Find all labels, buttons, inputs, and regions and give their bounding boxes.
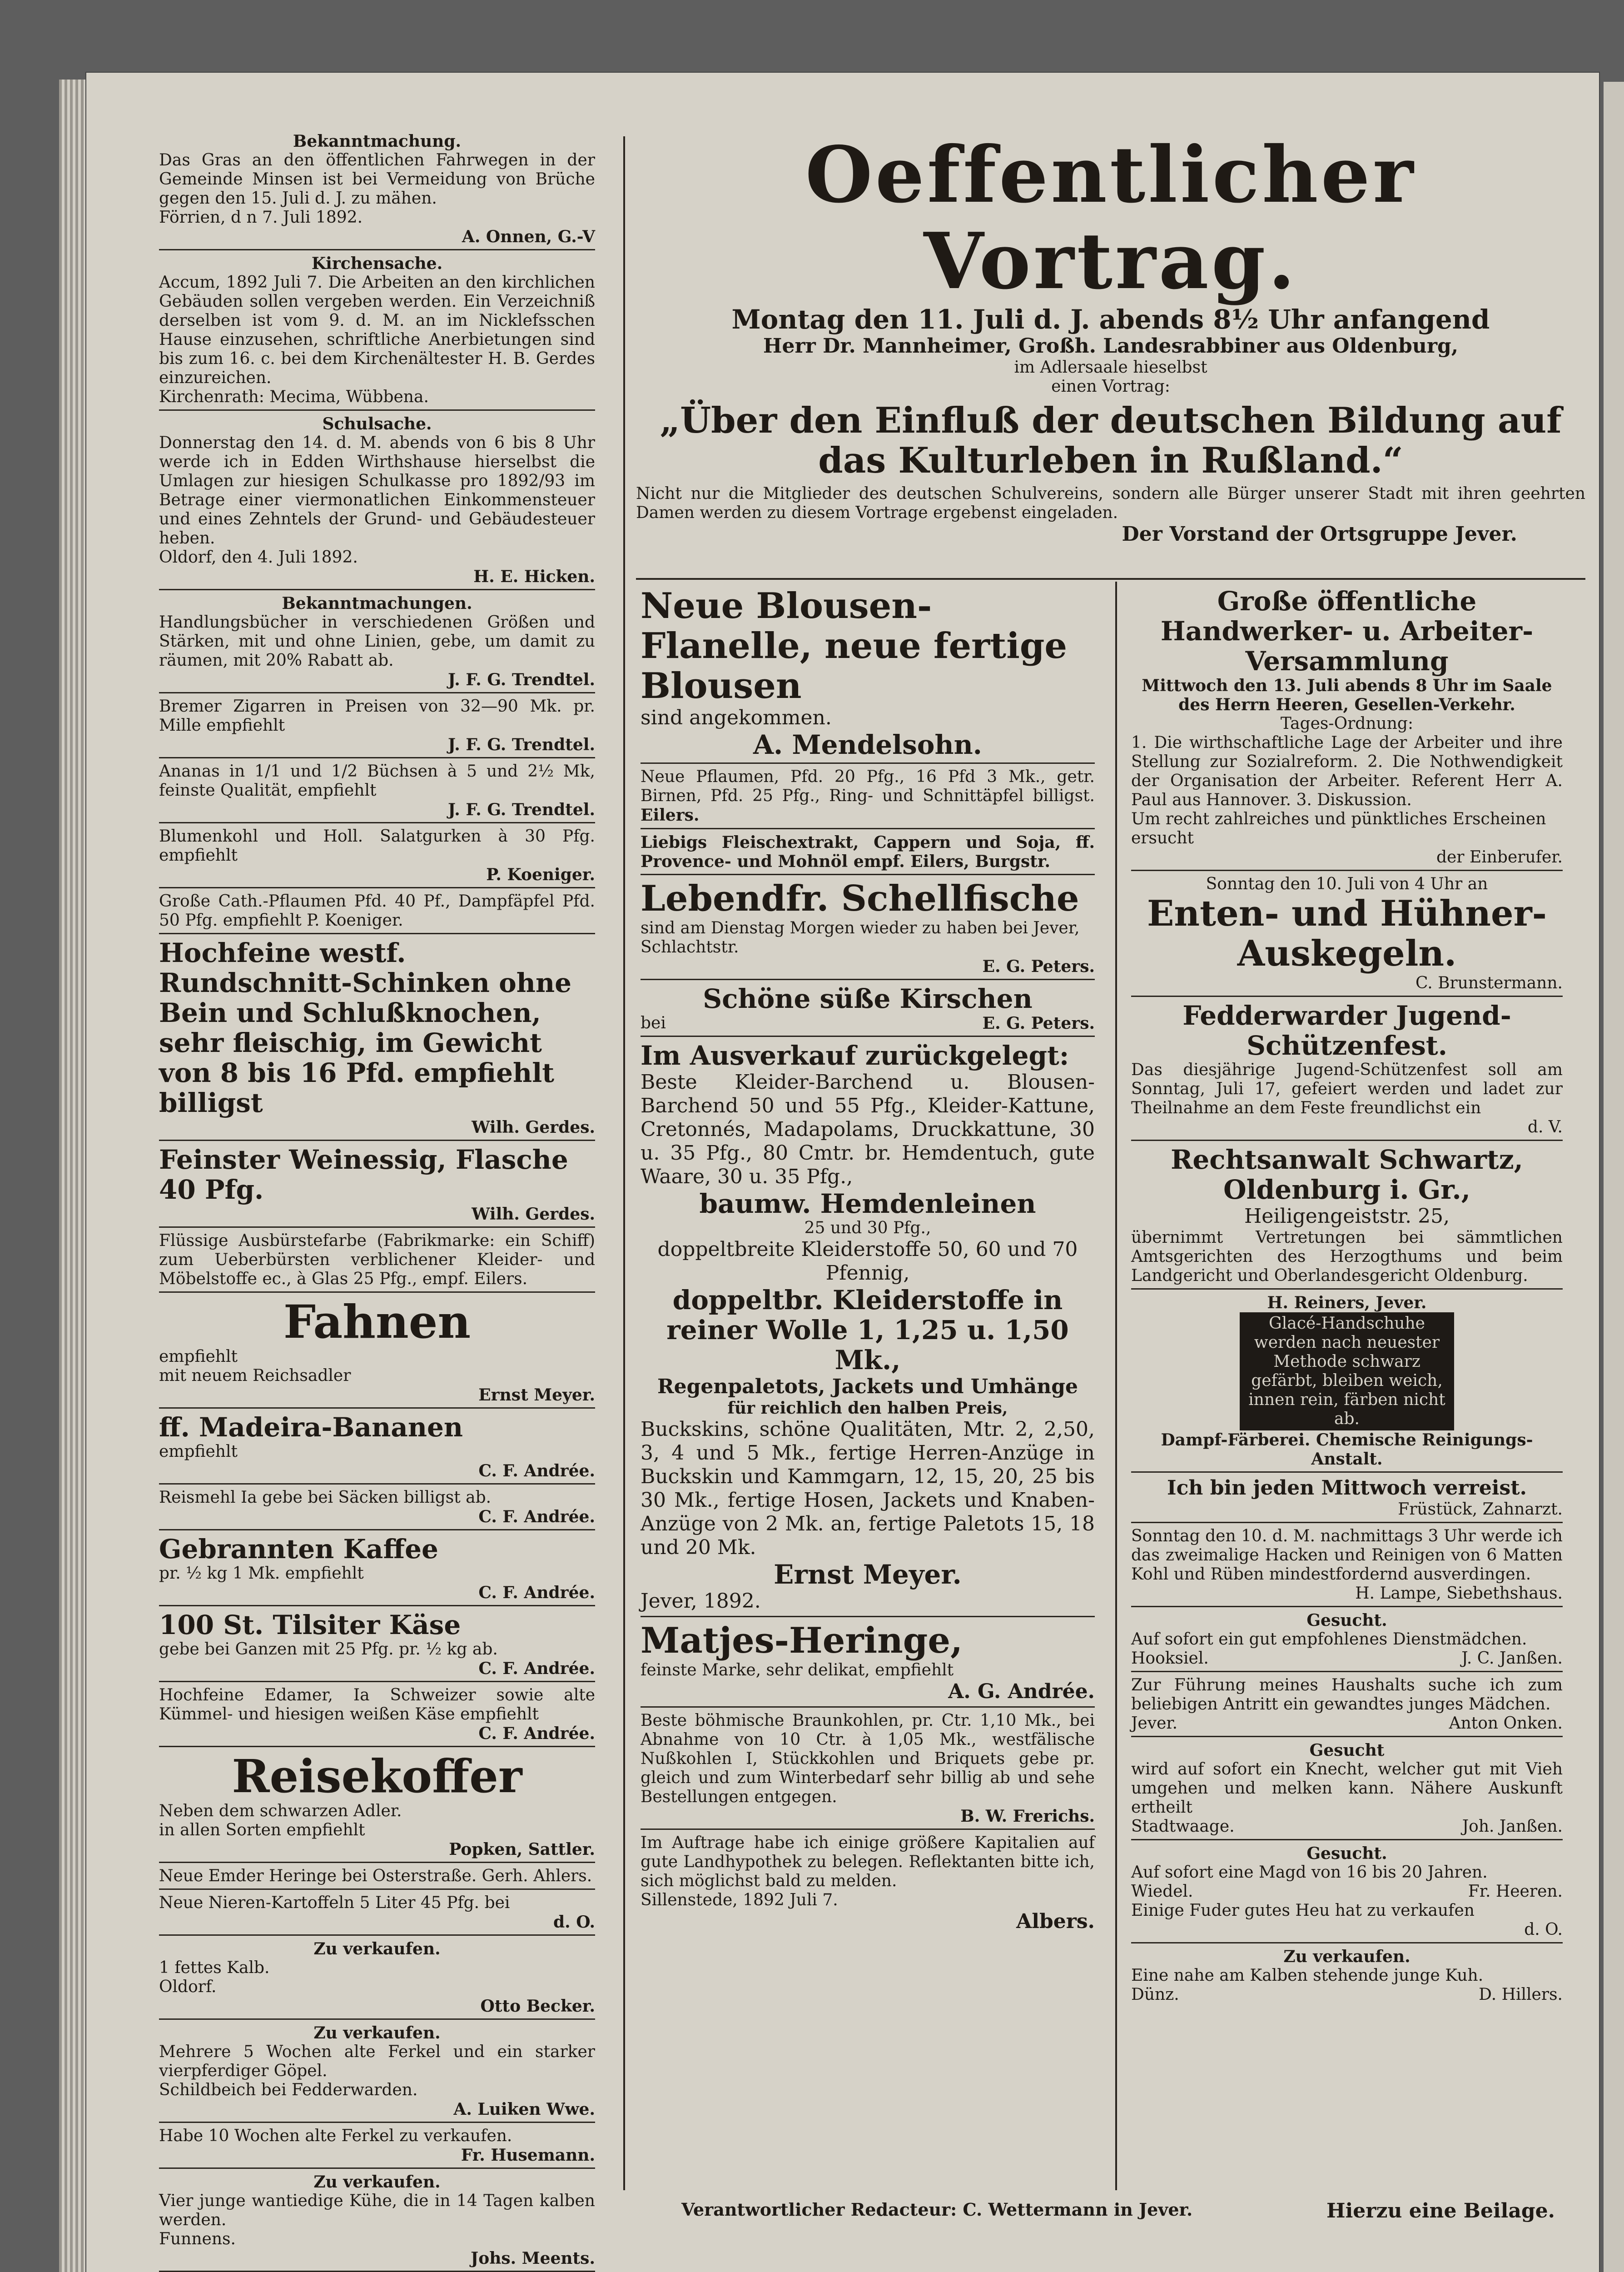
col1-ad-big: 100 St. Tilsiter Käse xyxy=(159,1609,461,1640)
ad-ausverkauf-price: 25 und 30 Pfg., xyxy=(804,1219,931,1237)
col1-ad xyxy=(159,697,595,758)
lecture-topic: „Über den Einfluß der deutschen Bildung auf das Kulturleben in Rußland.“ xyxy=(660,400,1562,481)
ad-haushalt-text: Zur Führung meines Haushalts suche ich zum beliebigen Antritt ein gewandtes junges Mädchen. xyxy=(1131,1676,1563,1714)
col1-ad xyxy=(159,1610,595,1682)
col1-ad-title: Zu verkaufen. xyxy=(313,2172,441,2192)
ad-matjes-heading: Matjes-Heringe, xyxy=(641,1620,963,1661)
col1-ad-big: ff. Madeira-Bananen xyxy=(159,1412,463,1443)
col1-ad xyxy=(159,594,595,693)
col1-ad-body: Habe 10 Wochen alte Ferkel zu verkaufen. xyxy=(159,2127,512,2145)
ad-heu-signature: d. O. xyxy=(1524,1920,1563,1939)
col1-ad-body: Das Gras an den öffentlichen Fahrwegen in der Gemeinde Minsen ist bei Vermeidung von Brüche gegen den 15. Juli d. J. zu mähen. xyxy=(159,151,595,208)
ad-kapital: Im Auftrage habe ich einige größere Kapitalien auf gute Landhypothek zu belegen. Reflektanten bitte ich, sich möglichst bald zu melden. xyxy=(641,1834,1095,1890)
ad-heu-text: Einige Fuder gutes Heu hat zu verkaufen xyxy=(1131,1901,1475,1920)
ad-versammlung-signature: der Einberufer. xyxy=(1436,848,1563,867)
col1-ad xyxy=(159,1534,595,1606)
ad-matjes-signature: A. G. Andrée. xyxy=(948,1680,1095,1703)
ad-ausverkauf-text2: doppeltbreite Kleiderstoffe 50, 60 und 70 Pfennig, xyxy=(657,1238,1078,1285)
col1-ad-huge: Reisekoffer xyxy=(232,1749,522,1803)
column-rule-left xyxy=(623,136,625,2190)
col1-ad-sig2: A. Luiken Wwe. xyxy=(453,2100,595,2119)
ad-rechtsanwalt-city: Oldenburg i. Gr., xyxy=(1223,1174,1470,1205)
col1-ad xyxy=(159,1751,595,1863)
facing-page-edge xyxy=(1604,82,1624,2272)
col1-ad xyxy=(159,1939,595,2020)
lecture-signature: Der Vorstand der Ortsgruppe Jever. xyxy=(1122,523,1517,546)
ad-kuh-text: Eine nahe am Kalben stehende junge Kuh. xyxy=(1131,1966,1484,1985)
col1-ad-pre: empfiehlt xyxy=(159,1442,238,1461)
ad-versammlung-date: Mittwoch den 13. Juli abends 8 Uhr im Saale des Herrn Heeren, Gesellen-Verkehr. xyxy=(1142,676,1552,714)
col1-ad xyxy=(159,827,595,888)
col1-ad-body: Mehrere 5 Wochen alte Ferkel und ein starker vierpferdiger Göpel. xyxy=(159,2043,595,2080)
col1-ad-body: gebe bei Ganzen mit 25 Pfg. pr. ½ kg ab. xyxy=(159,1640,498,1659)
col1-ad-sig1: Kirchenrath: Mecima, Wübbena. xyxy=(159,388,429,406)
ad-kirschen-text: bei xyxy=(641,1014,666,1032)
ad-ausverkauf-date: Jever, 1892. xyxy=(641,1589,761,1613)
ad-versammlung-agenda-label: Tages-Ordnung: xyxy=(1280,714,1414,733)
col1-ad xyxy=(159,1412,595,1485)
col1-ad-big: Hochfeine westf. Rundschnitt-Schinken ohne Bein und Schlußknochen, sehr fleischig, im Gewicht von 8 bis 16 Pfd. empfiehlt billigst xyxy=(159,937,572,1118)
col1-ad-sig2: C. F. Andrée. xyxy=(478,1461,595,1480)
ad-haushalt-signature: Anton Onken. xyxy=(1449,1714,1563,1733)
col1-ad-body: pr. ½ kg 1 Mk. empfiehlt xyxy=(159,1564,364,1583)
col1-ad-body: Reismehl Ia gebe bei Säcken billigst ab. xyxy=(159,1488,492,1507)
col1-ad-sig2: J. F. G. Trendtel. xyxy=(448,735,595,754)
ad-ausverkauf-text1: Beste Kleider-Barchend u. Blousen-Barchend 50 und 55 Pfg., Kleider-Kattune, Cretonnés, Madapolams, Druckkattune, 30 u. 35 Pfg., 80 Cmtr. br. Hemdentuch, gute Waare, 30 u. 35 Pfg., xyxy=(641,1071,1095,1188)
col1-ad-body: Neue Emder Heringe bei Osterstraße. Gerh. Ahlers. xyxy=(159,1867,592,1885)
col1-ad xyxy=(159,1893,595,1936)
col1-ad-body: Flüssige Ausbürstefarbe (Fabrikmarke: ein Schiff) zum Ueberbürsten verblichener Kleider- und Möbelstoffe ec., à Glas 25 Pfg., empf. Eilers. xyxy=(159,1231,595,1288)
col1-ad-big: Feinster Weinessig, Flasche 40 Pfg. xyxy=(159,1144,568,1205)
col1-ad-pre: Neben dem schwarzen Adler. xyxy=(159,1802,402,1820)
ad-kuh-heading: Zu verkaufen. xyxy=(1283,1947,1410,1966)
col1-ad-sig2: C. F. Andrée. xyxy=(478,1583,595,1602)
vortrag-bottom-rule xyxy=(636,578,1585,580)
ad-gesucht1-place: Hooksiel. xyxy=(1131,1649,1209,1668)
lecture-announcement xyxy=(636,132,1585,546)
col1-ad-sig2: Fr. Husemann. xyxy=(461,2146,595,2165)
ad-gesucht2-place: Stadtwaage. xyxy=(1131,1817,1235,1836)
ad-versammlung-agenda: 1. Die wirthschaftliche Lage der Arbeiter und ihre Stellung zur Sozialreform. 2. Die Nothwendigkeit der Organisation der Arbeiter. Referent Herr A. Paul aus Hannover. 3. Diskussion. xyxy=(1131,733,1563,809)
ad-kapital-date: Sillenstede, 1892 Juli 7. xyxy=(641,1891,838,1909)
col1-ad-sig1: Förrien, d n 7. Juli 1892. xyxy=(159,208,363,227)
col1-ad-sig2: Ernst Meyer. xyxy=(478,1385,595,1405)
col1-ad-sig2: J. F. G. Trendtel. xyxy=(448,800,595,819)
col1-ad xyxy=(159,762,595,823)
col1-ad-body: Neue Nieren-Kartoffeln 5 Liter 45 Pfg. bei xyxy=(159,1893,510,1912)
col1-ad-sig2: A. Onnen, G.-V xyxy=(462,227,595,246)
ad-zahnarzt-signature: Früstück, Zahnarzt. xyxy=(1398,1500,1563,1519)
ad-ausverkauf-wolle: doppeltbr. Kleiderstoffe in reiner Wolle 1, 1,25 u. 1,50 Mk., xyxy=(666,1285,1069,1375)
col1-ad xyxy=(159,254,595,411)
footer-editor: Verantwortlicher Redacteur: C. Wettermann in Jever. xyxy=(681,2199,1193,2220)
ad-lampe-text: Sonntag den 10. d. M. nachmittags 3 Uhr werde ich das zweimalige Hacken und Reinigen von 6 Matten Kohl und Rüben mindestfordernd ausverdingen. xyxy=(1131,1527,1563,1584)
ad-rechtsanwalt-heading: Rechtsanwalt Schwartz, xyxy=(1171,1144,1523,1175)
col1-ad-title: Zu verkaufen. xyxy=(313,1939,441,1958)
ad-kegeln-heading: Enten- und Hühner-Auskegeln. xyxy=(1147,893,1547,974)
col1-ad-sig2: J. F. G. Trendtel. xyxy=(448,670,595,689)
col1-ad-body: Bremer Zigarren in Preisen von 32—90 Mk. pr. Mille empfiehlt xyxy=(159,697,595,735)
col1-ad xyxy=(159,2023,595,2123)
ad-ausverkauf-text3: Buckskins, schöne Qualitäten, Mtr. 2, 2,50, 3, 4 und 5 Mk., fertige Herren-Anzüge in Buckskin und Kammgarn, 12, 15, 20, 25 bis 30 Mk., fertige Hosen, Jackets und Knaben-Anzüge von 2 Mk. an, fertige Paletots 15, 18 und 20 Mk. xyxy=(641,1418,1095,1559)
col1-ad xyxy=(159,938,595,1141)
ad-gesucht2-signature: Joh. Janßen. xyxy=(1462,1817,1563,1836)
ad-reiners-footer: Dampf-Färberei. Chemische Reinigungs-Anstalt. xyxy=(1161,1430,1533,1469)
ad-kirschen-signature: E. G. Peters. xyxy=(982,1014,1095,1033)
ad-lampe-signature: H. Lampe, Siebethshaus. xyxy=(1355,1584,1563,1603)
col1-ad xyxy=(159,1296,595,1409)
ad-kuh-signature: D. Hillers. xyxy=(1479,1985,1563,2004)
ad-gesucht3-place: Wiedel. xyxy=(1131,1882,1193,1901)
col1-ad-body: Ananas in 1/1 und 1/2 Büchsen à 5 und 2½ Mk, feinste Qualität, empfiehlt xyxy=(159,762,595,800)
column-rule-right xyxy=(1115,582,1117,2190)
col1-ad-huge: Fahnen xyxy=(283,1295,471,1349)
col1-ad xyxy=(159,1686,595,1747)
ad-haushalt-place: Jever. xyxy=(1131,1714,1178,1733)
ad-ausverkauf-halbpreis: für reichlich den halben Preis, xyxy=(727,1399,1008,1418)
lecture-title: Oeffentlicher Vortrag. xyxy=(805,130,1416,307)
ad-kegeln-signature: C. Brunstermann. xyxy=(1415,974,1563,992)
ad-ausverkauf-regen: Regenpaletots, Jackets und Umhänge xyxy=(657,1375,1078,1398)
col1-ad xyxy=(159,132,595,250)
col1-ad xyxy=(159,414,595,590)
col1-ad-sig2: P. Koeniger. xyxy=(486,865,595,884)
col1-ad xyxy=(159,1867,595,1890)
col1-ad-body: Donnerstag den 14. d. M. abends von 6 bis 8 Uhr werde ich in Edden Wirthshause hierselbst die Umlagen zur hiesigen Schulkasse pro 1892/93 im Betrage einer viermonatlichen Einkommensteuer und eines Zehntels der Grund- und Gebäudesteuer heben. xyxy=(159,433,595,548)
col1-ad-sig1: Oldorf. xyxy=(159,1978,217,1996)
col1-ad-pre: empfiehlt xyxy=(159,1347,238,1366)
lecture-speaker: Herr Dr. Mannheimer, Großh. Landesrabbiner aus Oldenburg, xyxy=(763,334,1459,358)
ad-versammlung-heading: Große öffentliche Handwerker- u. Arbeiter-Versammlung xyxy=(1160,586,1534,677)
lecture-venue: im Adlersaale hieselbst xyxy=(1014,358,1207,377)
ad-schuetzenfest-signature: d. V. xyxy=(1527,1118,1563,1136)
middle-column xyxy=(641,586,1095,1933)
col1-ad-sig1: Funnens. xyxy=(159,2230,236,2248)
ad-kirschen-heading: Schöne süße Kirschen xyxy=(703,983,1033,1014)
ad-gesucht2-heading: Gesucht xyxy=(1309,1741,1385,1760)
ad-kohlen-signature: B. W. Frerichs. xyxy=(960,1807,1095,1826)
ad-blousen-text: sind angekommen. xyxy=(641,706,832,729)
col1-ad-sig2: Wilh. Gerdes. xyxy=(472,1118,595,1137)
ad-schellfische-signature: E. G. Peters. xyxy=(982,957,1095,976)
col1-ad-body: Große Cath.-Pflaumen Pfd. 40 Pf., Dampfäpfel Pfd. 50 Pfg. empfiehlt P. Koeniger. xyxy=(159,892,595,930)
col1-ad-title: Bekanntmachung. xyxy=(293,132,462,151)
ad-versammlung-text: Um recht zahlreiches und pünktliches Erscheinen ersucht xyxy=(1131,810,1546,847)
col1-ad-body: Blumenkohl und Holl. Salatgurken à 30 Pfg. empfiehlt xyxy=(159,827,595,865)
col1-ad-sig2: C. F. Andrée. xyxy=(478,1724,595,1743)
ad-pflaumen-signature: Eilers. xyxy=(641,806,700,825)
right-column xyxy=(1131,586,1563,2004)
lecture-intro: einen Vortrag: xyxy=(1051,377,1170,396)
lecture-note: Nicht nur die Mitglieder des deutschen Schulvereins, sondern alle Bürger unserer Stadt mit ihren geehrten Damen werden zu diesem Vortrage ergebenst eingeladen. xyxy=(636,484,1585,522)
col1-ad-body: Hochfeine Edamer, Ia Schweizer sowie alte Kümmel- und hiesigen weißen Käse empfiehlt xyxy=(159,1686,595,1724)
col1-ad xyxy=(159,1231,595,1293)
footer-beilage: Hierzu eine Beilage. xyxy=(1326,2199,1555,2222)
ad-gesucht3-text: Auf sofort eine Magd von 16 bis 20 Jahren. xyxy=(1131,1863,1488,1882)
col1-ad-sig2: d. O. xyxy=(553,1913,595,1932)
ad-schellfische-text: sind am Dienstag Morgen wieder zu haben bei Jever, Schlachtstr. xyxy=(641,919,1080,957)
col1-ad-sig1: Oldorf, den 4. Juli 1892. xyxy=(159,548,358,567)
ad-rechtsanwalt-text: übernimmt Vertretungen bei sämmtlichen Amtsgerichten des Herzogthums und beim Landgericht und Oberlandesgericht Oldenburg. xyxy=(1131,1228,1563,1285)
col1-ad-title: Schulsache. xyxy=(322,414,432,433)
ad-kuh-place: Dünz. xyxy=(1131,1985,1179,2004)
col1-ad-title: Kirchensache. xyxy=(311,254,443,273)
ad-pflaumen: Neue Pflaumen, Pfd. 20 Pfg., 16 Pfd 3 Mk., getr. Birnen, Pfd. 25 Pfg., Ring- und Schnittäpfel billigst. xyxy=(641,767,1095,805)
ad-gesucht1-text: Auf sofort ein gut empfohlenes Dienstmädchen. xyxy=(1131,1630,1527,1649)
ad-blousen-heading: Neue Blousen-Flanelle, neue fertige Blousen xyxy=(641,585,1068,707)
col1-ad-sig2: Johs. Meents. xyxy=(471,2249,595,2268)
ad-liebig: Liebigs Fleischextrakt, Cappern und Soja, ff. Provence- und Mohnöl empf. Eilers, Burgstr. xyxy=(641,833,1095,875)
ad-blousen-signature: A. Mendelsohn. xyxy=(753,729,983,760)
ad-schuetzenfest-text: Das diesjährige Jugend-Schützenfest soll am Sonntag, Juli 17, gefeiert werden und ladet zur Theilnahme an dem Feste freundlichst ein xyxy=(1131,1061,1563,1117)
col1-ad xyxy=(159,2127,595,2169)
ad-kegeln-date: Sonntag den 10. Juli von 4 Uhr an xyxy=(1206,875,1488,893)
col1-ad-sig2: C. F. Andrée. xyxy=(478,1507,595,1526)
col1-ad-title: Zu verkaufen. xyxy=(313,2023,441,2043)
col1-ad-body: in allen Sorten empfiehlt xyxy=(159,1821,365,1839)
col1-ad-sig2: H. E. Hicken. xyxy=(473,567,595,586)
left-column xyxy=(159,132,595,2272)
col1-ad-title: Bekanntmachungen. xyxy=(282,594,472,613)
col1-ad-big: Gebrannten Kaffee xyxy=(159,1534,438,1564)
ad-schuetzenfest-heading: Fedderwarder Jugend-Schützenfest. xyxy=(1182,1000,1511,1061)
col1-ad-sig2: Otto Becker. xyxy=(480,1997,595,2016)
ad-kohlen: Beste böhmische Braunkohlen, pr. Ctr. 1,10 Mk., bei Abnahme von 10 Ctr. à 1,05 Mk., westfälische Nußkohlen I, Stückkohlen und Briquets gebe pr. gleich und zum Winterbedarf sehr billig ab und sehe Bestellungen entgegen. xyxy=(641,1711,1095,1806)
ad-kapital-signature: Albers. xyxy=(1016,1910,1095,1933)
ad-gesucht3-heading: Gesucht. xyxy=(1306,1844,1387,1863)
col1-ad-sig2: Wilh. Gerdes. xyxy=(472,1205,595,1224)
ad-gesucht2-text: wird auf sofort ein Knecht, welcher gut mit Vieh umgehen und melken kann. Nähere Auskunft ertheilt xyxy=(1131,1760,1563,1817)
ad-schellfische-heading: Lebendfr. Schellfische xyxy=(641,878,1079,919)
col1-ad xyxy=(159,2172,595,2272)
col1-ad xyxy=(159,892,595,934)
ad-matjes-text: feinste Marke, sehr delikat, empfiehlt xyxy=(641,1661,954,1679)
ad-ausverkauf-heading: Im Ausverkauf zurückgelegt: xyxy=(641,1040,1069,1071)
ad-gesucht1-signature: J. C. Janßen. xyxy=(1461,1649,1563,1668)
col1-ad xyxy=(159,1145,595,1228)
ad-gesucht1-heading: Gesucht. xyxy=(1306,1611,1387,1630)
ad-zahnarzt-text: Ich bin jeden Mittwoch verreist. xyxy=(1167,1476,1527,1500)
col1-ad xyxy=(159,1488,595,1530)
col1-ad-sig2: C. F. Andrée. xyxy=(478,1659,595,1678)
ad-reiners-heading: H. Reiners, Jever. xyxy=(1267,1293,1427,1312)
col1-ad-body: Handlungsbücher in verschiedenen Größen und Stärken, mit und ohne Linien, gebe, um damit zu räumen, mit 20% Rabatt ab. xyxy=(159,613,595,670)
col1-ad-body: Accum, 1892 Juli 7. Die Arbeiten an den kirchlichen Gebäuden sollen vergeben werden. Ein Verzeichniß derselben ist vom 9. d. M. an im Nicklefsschen Hause einzusehen, schriftliche Anerbietungen sind bis zum 16. c. bei dem Kirchenältester H. B. Gerdes einzureichen. xyxy=(159,273,595,387)
ad-ausverkauf-signature: Ernst Meyer. xyxy=(774,1559,962,1590)
ad-ausverkauf-hemdenleinen: baumw. Hemdenleinen xyxy=(699,1188,1036,1219)
col1-ad-body: 1 fettes Kalb. xyxy=(159,1958,270,1977)
ad-gesucht3-signature: Fr. Heeren. xyxy=(1468,1882,1563,1901)
col1-ad-body: mit neuem Reichsadler xyxy=(159,1366,351,1385)
col1-ad-body: Vier junge wantiedige Kühe, die in 14 Tagen kalben werden. xyxy=(159,2192,595,2229)
col1-ad-sig1: Schildbeich bei Fedderwarden. xyxy=(159,2081,418,2099)
col1-ad-sig2: Popken, Sattler. xyxy=(449,1840,595,1859)
lecture-date: Montag den 11. Juli d. J. abends 8½ Uhr anfangend xyxy=(731,304,1490,335)
ad-rechtsanwalt-address: Heiligengeiststr. 25, xyxy=(1244,1205,1450,1228)
ad-reiners-box: Glacé-Handschuhe werden nach neuester Methode schwarz gefärbt, bleiben weich, innen rein, färben nicht ab. xyxy=(1240,1312,1454,1430)
